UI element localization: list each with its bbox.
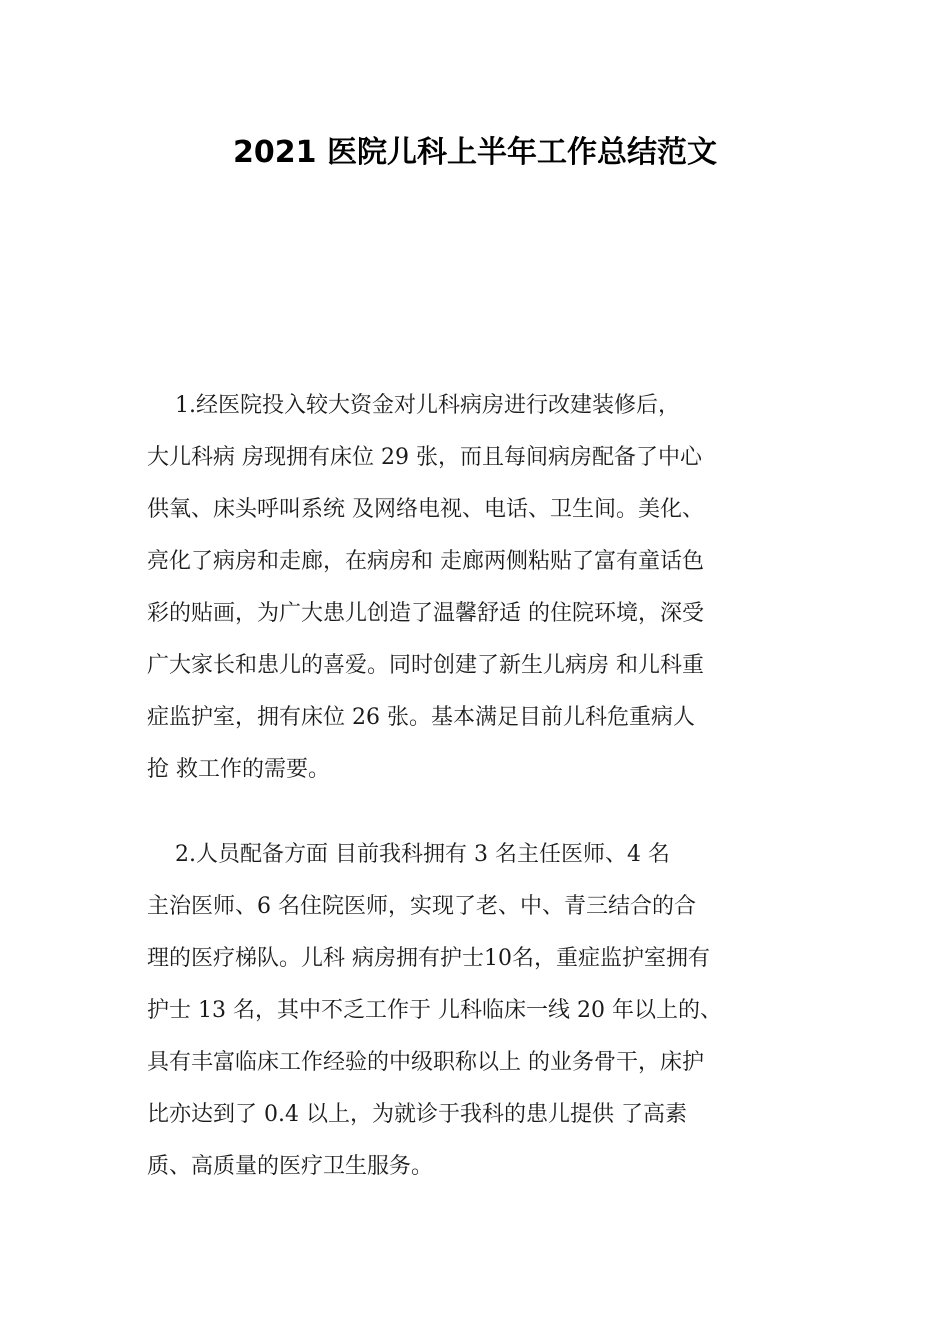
paragraph-line: 比亦达到了 0.4 以上，为就诊于我科的患儿提供 了高素	[147, 1102, 687, 1127]
paragraph-line: 彩的贴画，为广大患儿创造了温馨舒适 的住院环境，深受	[147, 601, 704, 626]
paragraph-line: 症监护室，拥有床位 26 张。基本满足目前儿科危重病人	[147, 705, 695, 730]
paragraph-line: 供氧、床头呼叫系统 及网络电视、电话、卫生间。美化、	[147, 497, 704, 522]
paragraph-line: 1.经医院投入较大资金对儿科病房进行改建装修后，	[147, 393, 680, 418]
paragraph-line: 亮化了病房和走廊，在病房和 走廊两侧粘贴了富有童话色	[147, 549, 704, 574]
paragraph-ward-renovation	[147, 380, 817, 796]
document-title: 2021 医院儿科上半年工作总结范文	[233, 135, 717, 170]
paragraph-line: 理的医疗梯队。儿科 病房拥有护士10名，重症监护室拥有	[147, 946, 710, 971]
paragraph-line: 主治医师、6 名住院医师，实现了老、中、青三结合的合	[147, 894, 696, 919]
paragraph-line: 抢 救工作的需要。	[147, 757, 330, 782]
paragraph-line: 护士 13 名，其中不乏工作于 儿科临床一线 20 年以上的、	[147, 998, 722, 1023]
paragraph-line: 质、高质量的医疗卫生服务。	[147, 1154, 434, 1179]
paragraph-line: 广大家长和患儿的喜爱。同时创建了新生儿病房 和儿科重	[147, 653, 704, 678]
paragraph-line: 2.人员配备方面 目前我科拥有 3 名主任医师、4 名	[147, 842, 670, 867]
paragraph-line: 具有丰富临床工作经验的中级职称以上 的业务骨干，床护	[147, 1050, 704, 1075]
paragraph-line: 大儿科病 房现拥有床位 29 张，而且每间病房配备了中心	[147, 445, 702, 470]
paragraph-staffing	[147, 829, 817, 1193]
